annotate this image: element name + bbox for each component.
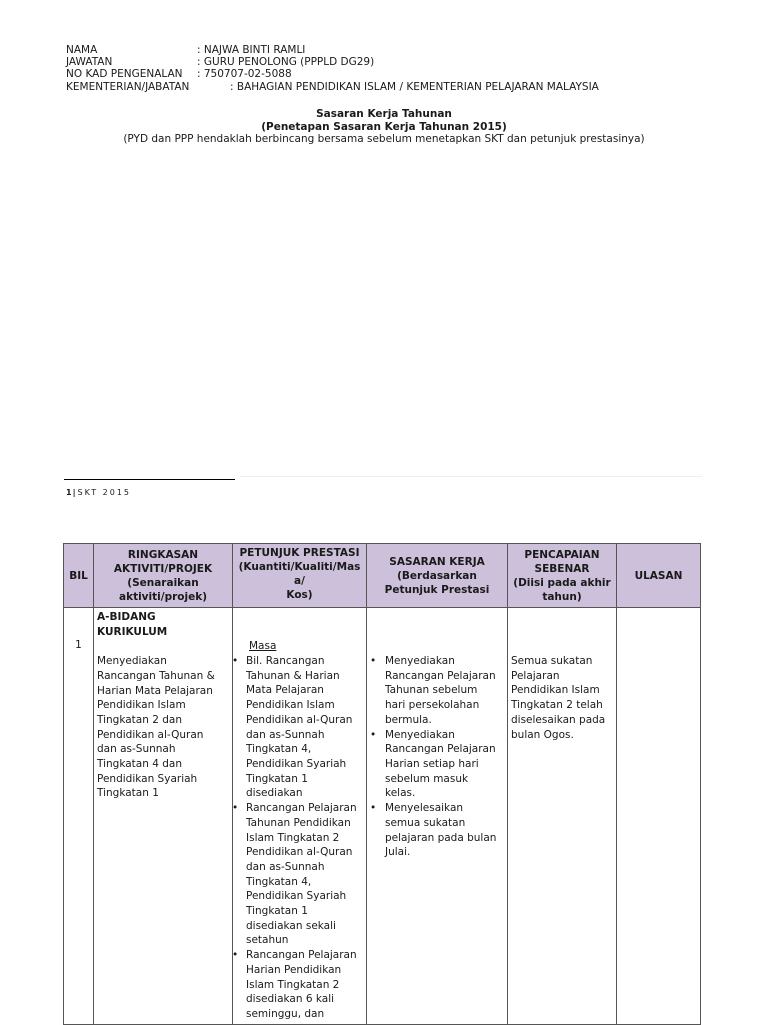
cell-petunjuk bbox=[233, 608, 367, 1025]
list-item: • Menyediakan Rancangan Pelajaran Harian setiap hari sebelum masuk kelas. bbox=[370, 728, 504, 802]
info-value: : 750707-02-5088 bbox=[197, 68, 292, 81]
list-item: • Rancangan Pelajaran Harian Pendidikan Islam Tingkatan 2 disediakan 6 kali seminggu, dan bbox=[236, 948, 363, 1022]
instruction-line: (PYD dan PPP hendaklah berbincang bersama sebelum menetapkan SKT dan petunjuk prestasinya) bbox=[123, 133, 645, 145]
info-label: JAWATAN bbox=[66, 56, 113, 69]
info-value: : BAHAGIAN PENDIDIKAN ISLAM / KEMENTERIAN PELAJARAN MALAYSIA bbox=[230, 80, 599, 93]
subtitle-line: (Penetapan Sasaran Kerja Tahunan 2015) bbox=[261, 120, 507, 133]
sasaran-list bbox=[370, 654, 504, 860]
footer-text: SKT 2015 bbox=[77, 488, 131, 497]
header-bil: BIL bbox=[64, 544, 94, 608]
header-sasaran: SASARAN KERJA (Berdasarkan Petunjuk Prestasi bbox=[367, 544, 508, 608]
cell-ringkasan bbox=[94, 608, 233, 1025]
info-value: : NAJWA BINTI RAMLI bbox=[197, 44, 306, 56]
cell-ulasan bbox=[617, 608, 701, 1025]
table-row bbox=[64, 608, 701, 1025]
header-pencapaian: PENCAPAIAN SEBENAR (Diisi pada akhir tahun) bbox=[508, 544, 617, 608]
cell-pencapaian bbox=[508, 608, 617, 1025]
document-title bbox=[0, 108, 768, 146]
list-item: • Menyelesaikan semua sukatan pelajaran pada bulan Julai. bbox=[370, 801, 504, 860]
header-petunjuk: PETUNJUK PRESTASI (Kuantiti/Kualiti/Mas a/ Kos) bbox=[233, 544, 367, 608]
title-line: Sasaran Kerja Tahunan bbox=[316, 108, 452, 120]
page-footer bbox=[66, 488, 131, 497]
skt-table bbox=[63, 543, 701, 1025]
cell-sasaran bbox=[367, 608, 508, 1025]
header-ulasan: ULASAN bbox=[617, 544, 701, 608]
info-label: NAMA bbox=[66, 44, 98, 56]
petunjuk-label: Masa bbox=[249, 640, 277, 653]
cell-bil: 1 bbox=[64, 608, 94, 1025]
footer-separator: | bbox=[72, 488, 76, 497]
list-item: • Bil. Rancangan Tahunan & Harian Mata Pelajaran Pendidikan Islam Pendidikan al-Quran dan as-Sunnah Tingkatan 4, Pendidikan Syariah Tingkatan 1 disediakan bbox=[236, 654, 363, 801]
info-label: KEMENTERIAN/JABATAN bbox=[66, 80, 190, 93]
footer-divider bbox=[64, 479, 235, 480]
pencapaian-text: Semua sukatan Pelajaran Pendidikan Islam Tingkatan 2 telah diselesaikan pada bulan Ogos. bbox=[511, 655, 606, 741]
info-value: : GURU PENOLONG (PPPLD DG29) bbox=[197, 56, 375, 69]
petunjuk-list bbox=[236, 654, 363, 1022]
page-break-line bbox=[240, 476, 702, 477]
header-ringkasan: RINGKASAN AKTIVITI/PROJEK (Senaraikan aktiviti/projek) bbox=[94, 544, 233, 608]
table-header-row bbox=[64, 544, 701, 608]
page-number: 1 bbox=[66, 488, 72, 497]
list-item: • Menyediakan Rancangan Pelajaran Tahunan sebelum hari persekolahan bermula. bbox=[370, 654, 504, 728]
info-label: NO KAD PENGENALAN bbox=[66, 68, 183, 81]
section-heading: A-BIDANG KURIKULUM bbox=[97, 611, 168, 638]
activity-description: Menyediakan Rancangan Tahunan & Harian Mata Pelajaran Pendidikan Islam Tingkatan 2 dan Pendidikan al-Quran dan as-Sunnah Tingkatan 4 dan Pendidikan Syariah Tingkatan 1 bbox=[97, 655, 215, 800]
list-item: • Rancangan Pelajaran Tahunan Pendidikan Islam Tingkatan 2 Pendidikan al-Quran dan as-Sunnah Tingkatan 4, Pendidikan Syariah Tingkatan 1 disediakan sekali setahun bbox=[236, 801, 363, 948]
